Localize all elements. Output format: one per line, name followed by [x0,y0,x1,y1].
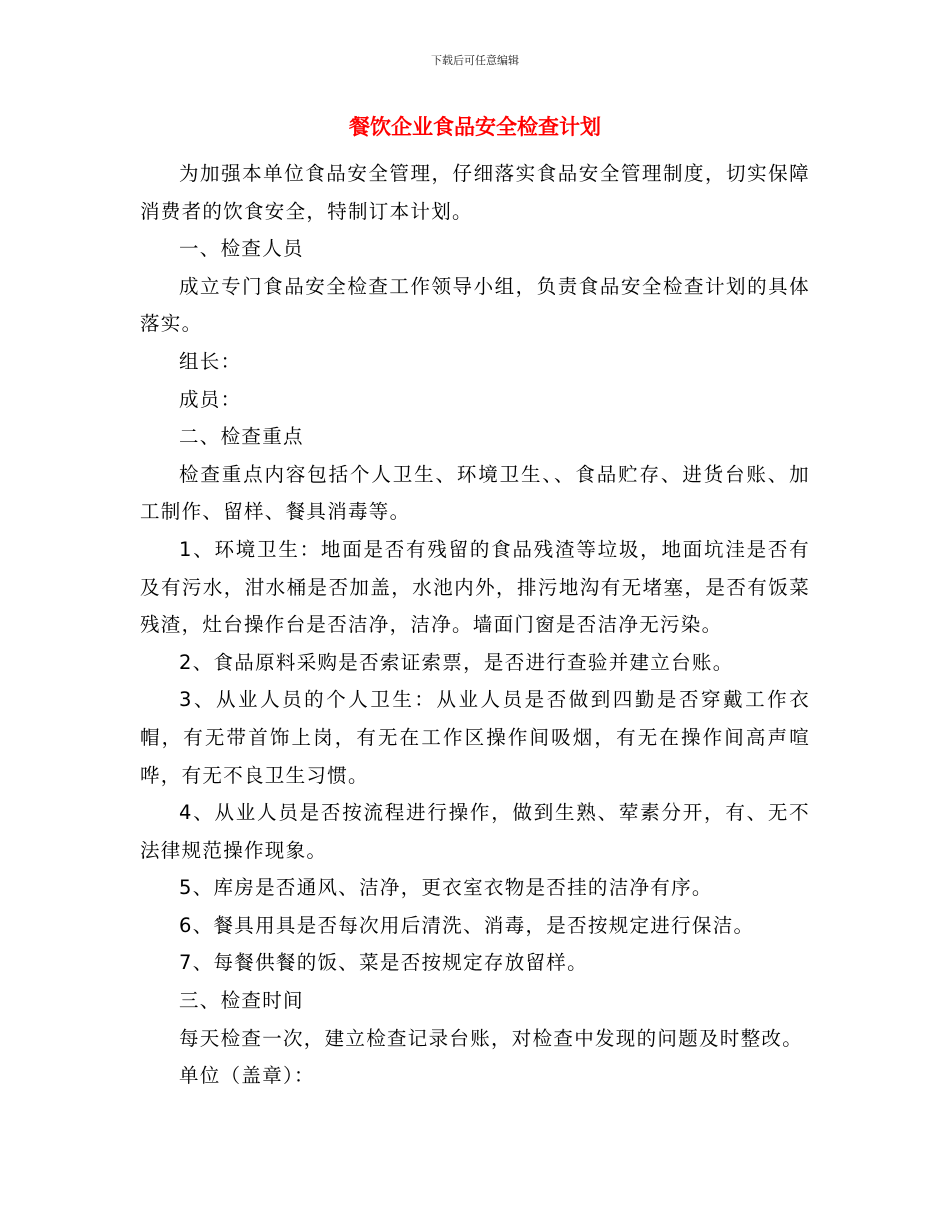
list-item-3: 3、从业人员的个人卫生：从业人员是否做到四勤是否穿戴工作衣帽，有无带首饰上岗，有无在工作区操作间吸烟，有无在操作间高声喧哗，有无不良卫生习惯。 [140,688,810,787]
intro-paragraph: 为加强本单位食品安全管理，仔细落实食品安全管理制度，切实保障消费者的饮食安全，特制订本计划。 [140,162,810,223]
list-item-1: 1、环境卫生：地面是否有残留的食品残渣等垃圾，地面坑洼是否有及有污水，泔水桶是否加盖，水池内外，排污地沟有无堵塞，是否有饭菜残渣，灶台操作台是否洁净，洁净。墙面门窗是否洁净无污染。 [140,537,810,637]
section-heading-personnel: 一、检查人员 [179,237,304,261]
label-members: 成员： [179,387,242,411]
label-team-leader: 组长： [179,349,242,373]
paragraph-time: 每天检查一次，建立检查记录台账，对检查中发现的问题及时整改。 [179,1026,804,1050]
header-note: 下载后可任意编辑 [431,54,519,67]
list-item-7: 7、每餐供餐的饭、菜是否按规定存放留样。 [179,951,588,975]
list-item-4: 4、从业人员是否按流程进行操作，做到生熟、荤素分开，有、无不法律规范操作现象。 [140,801,810,862]
section-heading-focus: 二、检查重点 [179,425,304,449]
paragraph-focus: 检查重点内容包括个人卫生、环境卫生、、食品贮存、进货台账、加工制作、留样、餐具消毒等。 [140,462,810,524]
document-body [140,155,810,1095]
list-item-6: 6、餐具用具是否每次用后清洗、消毒，是否按规定进行保洁。 [179,913,755,937]
document-title: 餐饮企业食品安全检查计划 [349,115,601,139]
section-heading-time: 三、检查时间 [179,989,304,1013]
list-item-2: 2、食品原料采购是否索证索票，是否进行查验并建立台账。 [179,650,734,674]
list-item-5: 5、库房是否通风、洁净，更衣室衣物是否挂的洁净有序。 [179,876,713,900]
signature-unit-label: 单位（盖章）： [179,1064,315,1088]
paragraph-personnel: 成立专门食品安全检查工作领导小组，负责食品安全检查计划的具体落实。 [140,274,810,336]
